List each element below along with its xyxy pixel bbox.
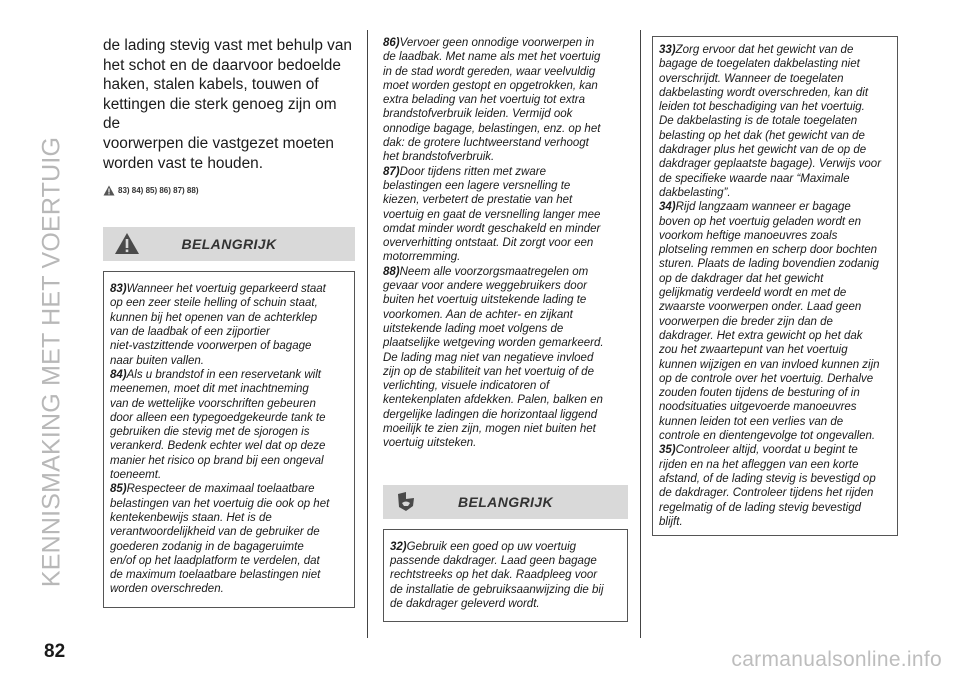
item-line: kentekenplaten afdekken. Palen, balken en xyxy=(383,394,603,407)
item-line: toeneemt. xyxy=(110,469,162,482)
item-line: boven op het voertuig geladen wordt en xyxy=(659,215,862,228)
banner-title: BELANGRIJK xyxy=(457,493,553,510)
item-line: meenemen, moet dit met inachtneming xyxy=(110,383,309,396)
notice-section xyxy=(383,485,628,622)
item-line: regelmatig of de lading stevig bevestigd xyxy=(659,501,862,514)
item-line: dakdrager plus het gewicht van de op de xyxy=(659,144,867,157)
item-line: de maximum toelaatbare belastingen niet xyxy=(110,569,321,582)
warning-item xyxy=(110,282,348,368)
item-line: noodsituaties uitgevoerde manoeuvres xyxy=(659,401,857,414)
item-line: bagage de toegelaten dakbelasting niet xyxy=(659,58,860,71)
page-number: 82 xyxy=(44,641,66,662)
item-line: in de stad wordt gereden, waar veelvuldig xyxy=(383,65,596,78)
warning-section xyxy=(103,227,355,608)
item-line: zwaarste voorwerpen onder. Laad geen xyxy=(659,301,862,314)
item-line: rijden en na het afleggen van een korte xyxy=(659,458,859,471)
column-divider xyxy=(640,30,641,638)
watermark: carmanualsonline.info xyxy=(731,648,942,671)
item-line: passende dakdrager. Laad geen bagage xyxy=(390,554,597,567)
item-line: Zorg ervoor dat het gewicht van de xyxy=(675,44,854,56)
item-line: voorkom heftige manoeuvres zoals xyxy=(659,229,838,242)
item-line: rechtstreeks op het dak. Raadpleeg voor xyxy=(390,569,598,582)
notice-item xyxy=(659,43,891,200)
item-line: voertuig uitsteken. xyxy=(383,437,477,450)
item-number: 35) xyxy=(659,444,676,457)
item-line: sturen. Plaats de lading bovendien zodanig xyxy=(659,258,879,271)
item-line: gelijkmatig verdeeld wordt en met de xyxy=(659,287,847,300)
item-number: 33) xyxy=(659,44,676,56)
warning-triangle-icon xyxy=(103,185,115,196)
item-line: naar buiten vallen. xyxy=(110,354,204,367)
item-line: en/of op het laadplatform te verdelen, dat xyxy=(110,554,320,567)
item-line: zou het zwaartepunt van het voertuig xyxy=(659,344,848,357)
item-line: niet-vastzittende voorwerpen of bagage xyxy=(110,340,312,353)
warning-triangle-icon xyxy=(114,232,140,260)
item-line: overschrijdt. Wanneer de toegelaten xyxy=(659,72,844,85)
item-line: zouden fouten tijdens de besturing of in xyxy=(659,387,860,400)
item-line: dak: de grotere luchtweerstand verhoogt xyxy=(383,137,589,150)
item-line: de dakdrager. Controleer tijdens het rijden xyxy=(659,487,874,500)
item-line: dakdrager. Het extra gewicht op het dak xyxy=(659,329,863,342)
item-line: op de dakdrager dat het gewicht xyxy=(659,272,824,285)
item-line: omdat minder wordt geschakeld en minder xyxy=(383,222,601,235)
item-line: brandstofverbruik leiden. Vermijd ook xyxy=(383,108,573,121)
item-line: De dakbelasting is de totale toegelaten xyxy=(659,115,858,128)
item-line: kunnen leiden tot een verlies van de xyxy=(659,415,844,428)
intro-line: de lading stevig vast met behulp van xyxy=(103,37,352,54)
item-number: 83) xyxy=(110,283,127,296)
item-line: belastingen een lagere versnelling te xyxy=(383,179,571,192)
item-line: manier het risico op brand bij een ongeval xyxy=(110,454,324,467)
environment-hand-icon xyxy=(394,490,418,519)
warning-banner xyxy=(103,227,355,261)
warning-box xyxy=(103,271,355,608)
item-line: De lading mag niet van negatieve invloed xyxy=(383,351,594,364)
item-line: Door tijdens ritten met zware xyxy=(399,165,546,178)
item-line: plaatselijke wetgeving worden gemarkeerd. xyxy=(383,337,604,350)
item-line: het brandstofverbruik. xyxy=(383,151,495,164)
intro-line: kettingen die sterk genoeg zijn om de xyxy=(103,95,337,133)
item-line: Vervoer geen onnodige voorwerpen in xyxy=(399,37,595,49)
item-line: goederen zodanig in de bagageruimte xyxy=(110,540,304,553)
item-line: voorkomen. Aan de achter- en zijkant xyxy=(383,308,573,321)
item-line: de specifieke waarde naar “Maximale xyxy=(659,172,850,185)
item-line: uitstekende lading moet volgens de xyxy=(383,322,564,335)
item-line: motorremming. xyxy=(383,251,461,264)
warning-item xyxy=(383,165,628,265)
item-line: Controleer altijd, voordat u begint te xyxy=(675,444,858,457)
item-line: controle en dientengevolge tot ongevallen. xyxy=(659,430,876,443)
item-line: de laadbak. Met name als met het voertuig xyxy=(383,51,601,64)
item-line: kunnen bij het openen van de achterklep xyxy=(110,311,318,324)
column-1 xyxy=(103,36,355,608)
item-line: belastingen van het voertuig die ook op het xyxy=(110,497,330,510)
item-line: buiten het voertuig uitstekende lading te xyxy=(383,294,587,307)
item-line: de installatie de gebruiksaanwijzing die bij xyxy=(390,583,604,596)
item-line: gebruiken die stevig met de sjorogen is xyxy=(110,426,310,439)
item-line: Respecteer de maximaal toelaatbare xyxy=(126,483,315,496)
intro-line: voorwerpen die vastgezet moeten xyxy=(103,134,334,152)
intro-paragraph xyxy=(103,36,355,173)
chapter-side-title: KENNISMAKING MET HET VOERTUIG xyxy=(37,136,66,588)
item-line: Rijd langzaam wanneer er bagage xyxy=(675,201,851,214)
item-line: kiezen, verbetert de prestatie van het xyxy=(383,194,573,207)
item-number: 85) xyxy=(110,483,127,496)
item-line: voertuig en gaat de versnelling langer mee xyxy=(383,208,601,221)
item-line: verantwoordelijkheid van de gebruiker de xyxy=(110,526,320,539)
item-line: door alleen een typegoedgekeurde tank te xyxy=(110,411,326,424)
item-line: kunnen wijzigen en van invloed kunnen zijn xyxy=(659,358,880,371)
item-line: onnodige bagage, belastingen, enz. op het xyxy=(383,122,601,135)
notice-banner xyxy=(383,485,628,519)
item-line: Wanneer het voertuig geparkeerd staat xyxy=(126,283,326,296)
item-line: worden overschreden. xyxy=(110,583,224,596)
item-line: Neem alle voorzorgsmaatregelen om xyxy=(399,265,589,278)
column-3 xyxy=(652,36,898,536)
references-text: 83) 84) 85) 86) 87) 88) xyxy=(118,185,199,195)
notice-item xyxy=(390,540,621,611)
item-line: de dakdrager geleverd wordt. xyxy=(390,597,540,610)
item-line: moeilijk te zien zijn, mogen niet buiten het xyxy=(383,423,596,436)
item-line: blijft. xyxy=(659,515,683,528)
column-divider xyxy=(367,30,368,638)
item-line: Gebruik een goed op uw voertuig xyxy=(406,540,577,553)
notice-box xyxy=(652,36,898,536)
item-number: 87) xyxy=(383,165,400,178)
item-line: plotseling remmen en scherp door bochten xyxy=(659,244,877,257)
item-line: van de laadbak of een zijportier xyxy=(110,326,270,339)
intro-line: haken, stalen kabels, touwen of xyxy=(103,76,319,94)
item-line: verankerd. Bedenk echter wel dat op deze xyxy=(110,440,326,453)
notice-box xyxy=(383,529,628,622)
notice-item xyxy=(659,200,891,443)
item-number: 86) xyxy=(383,37,400,49)
warning-item xyxy=(383,36,628,165)
warning-item xyxy=(110,482,348,596)
item-line: afstand, of de lading stevig is bevestigd op xyxy=(659,472,876,485)
item-number: 88) xyxy=(383,265,400,278)
notice-item xyxy=(659,443,891,529)
item-line: zijn op de stabiliteit van het voertuig of de xyxy=(383,365,594,378)
item-number: 32) xyxy=(390,540,407,553)
item-line: leiden tot beschadiging van het voertuig. xyxy=(659,101,865,114)
intro-line: worden vast te houden. xyxy=(103,154,264,172)
banner-title: BELANGRIJK xyxy=(181,236,277,253)
item-line: kentekenbewijs staan. Het is de xyxy=(110,511,272,524)
item-line: verlichting, visuele indicatoren of xyxy=(383,380,550,393)
column-2 xyxy=(383,36,628,622)
item-line: belasting op het dak (het gewicht van de xyxy=(659,129,865,142)
item-line: gevaar voor andere weggebruikers door xyxy=(383,280,587,293)
intro-line: het schot en de daarvoor bedoelde xyxy=(103,56,341,74)
item-line: moet worden gestopt en opgetrokken, kan xyxy=(383,79,598,92)
item-line: extra belading van het voertuig tot extra xyxy=(383,94,586,107)
item-line: dakbelasting wordt overschreden, kan dit xyxy=(659,86,869,99)
warning-item xyxy=(110,368,348,482)
item-number: 34) xyxy=(659,201,676,214)
item-line: voorwerpen die breder zijn dan de xyxy=(659,315,833,328)
item-line: op de controle over het voertuig. Derhalve xyxy=(659,372,874,385)
item-line: dergelijke ladingen die horizontaal liggend xyxy=(383,408,598,421)
item-line: van de wettelijke voorschriften gebeuren xyxy=(110,397,316,410)
item-line: oververhitting ontstaat. Dit zorgt voor een xyxy=(383,237,594,250)
item-number: 84) xyxy=(110,368,127,381)
warning-references xyxy=(103,183,355,197)
item-line: Als u brandstof in een reservetank wilt xyxy=(126,368,321,381)
item-line: dakbelasting”. xyxy=(659,186,731,199)
item-line: op een zeer steile helling of schuin staat, xyxy=(110,297,318,310)
warning-item xyxy=(383,265,628,451)
item-line: dakdrager geplaatste bagage). Verwijs voor xyxy=(659,158,882,171)
